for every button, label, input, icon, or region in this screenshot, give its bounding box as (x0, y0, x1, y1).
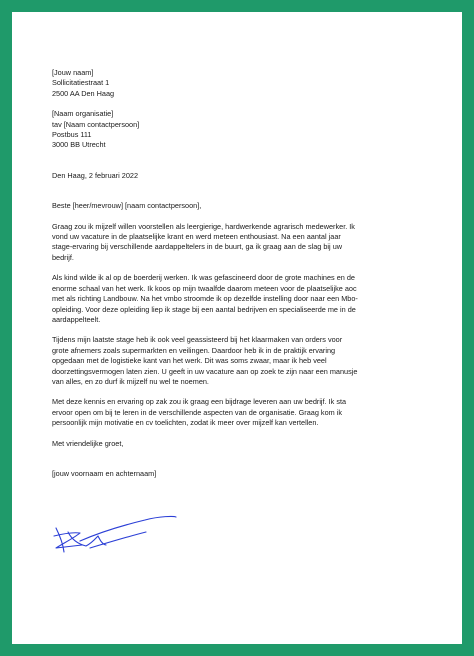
paragraph-introduction (52, 222, 442, 264)
sender-address (52, 68, 442, 99)
paragraph-line: opgedaan met de logistieke kant van het werk. Dit was soms zwaar, maar ik heb veel (52, 356, 327, 366)
paragraph-line: Graag zou ik mijzelf willen voorstellen als leergierige, hardwerkende agrarisch medewerker. Ik (52, 221, 355, 231)
letter-date: Den Haag, 2 februari 2022 (52, 170, 138, 180)
paragraph-line: persoonlijk mijn motivatie en cv toelichten, zodat ik meer over mijzelf kan vertellen. (52, 418, 319, 428)
closing: Met vriendelijke groet, (52, 438, 124, 448)
paragraph-line: Tijdens mijn laatste stage heb ik ook veel geassisteerd bij het klaarmaken van orders voor (52, 335, 343, 345)
signature-stroke (54, 516, 176, 552)
paragraph-line: doorzettingsvermogen laten zien. U geeft in uw vacature aan op zoek te zijn naar een manusje (52, 366, 358, 376)
paragraph-line: stage-ervaring bij verschillende aardappeltelers in de buurt, ga ik graag aan de slag bij uw (52, 242, 343, 252)
paragraph-line: enorme schaal van het werk. Ik koos op mijn twaalfde daarom meteen voor de plaatselijke aoc (52, 283, 357, 293)
paragraph-experience (52, 335, 442, 387)
paragraph-background (52, 273, 442, 325)
paragraph-line: ervoor open om bij te leren in de verschillende aspecten van de organisatie. Graag kom ik (52, 407, 343, 417)
letter-body (52, 68, 442, 479)
letter-page (12, 12, 462, 644)
paragraph-line: van alles, en zo durf ik mijzelf nu wel te noemen. (52, 376, 209, 386)
paragraph-motivation (52, 397, 442, 428)
paragraph-line: Als kind wilde ik al op de boerderij werken. Ik was gefascineerd door de grote machines en de (52, 273, 355, 283)
recipient-city: 3000 BB Utrecht (52, 140, 106, 150)
paragraph-line: vond uw vacature in de plaatselijke krant en werd meteen enthousiast. Na een aantal jaar (52, 232, 341, 242)
sender-name: [Jouw naam] (52, 68, 94, 77)
sender-city: 2500 AA Den Haag (52, 88, 115, 98)
recipient-organisation: [Naam organisatie] (52, 109, 114, 119)
paragraph-line: grote afnemers zoals supermarkten en veilingen. Daardoor heb ik in de praktijk ervaring (52, 345, 336, 355)
recipient-postbox: Postbus 111 (52, 130, 92, 140)
recipient-contact: tav [Naam contactpersoon] (52, 119, 140, 129)
paragraph-line: opleiding. Voor deze opleiding liep ik stage bij een aantal bedrijven en specialiseerde me in de (52, 304, 356, 314)
paragraph-line: bedrijf. (52, 252, 74, 262)
paragraph-line: met als richting Landbouw. Na het vmbo stroomde ik op dezelfde instelling door naar een Mbo- (52, 294, 358, 304)
signer-name: [jouw voornaam en achternaam] (52, 468, 157, 478)
salutation: Beste [heer/mevrouw] [naam contactpersoon], (52, 201, 202, 211)
paragraph-line: aardappelteelt. (52, 314, 101, 324)
paragraph-line: Met deze kennis en ervaring op zak zou ik graag een bijdrage leveren aan uw bedrijf. Ik sta (52, 397, 347, 407)
handwritten-signature (50, 514, 180, 564)
recipient-address (52, 109, 442, 151)
sender-street: Sollicitatiestraat 1 (52, 78, 110, 88)
